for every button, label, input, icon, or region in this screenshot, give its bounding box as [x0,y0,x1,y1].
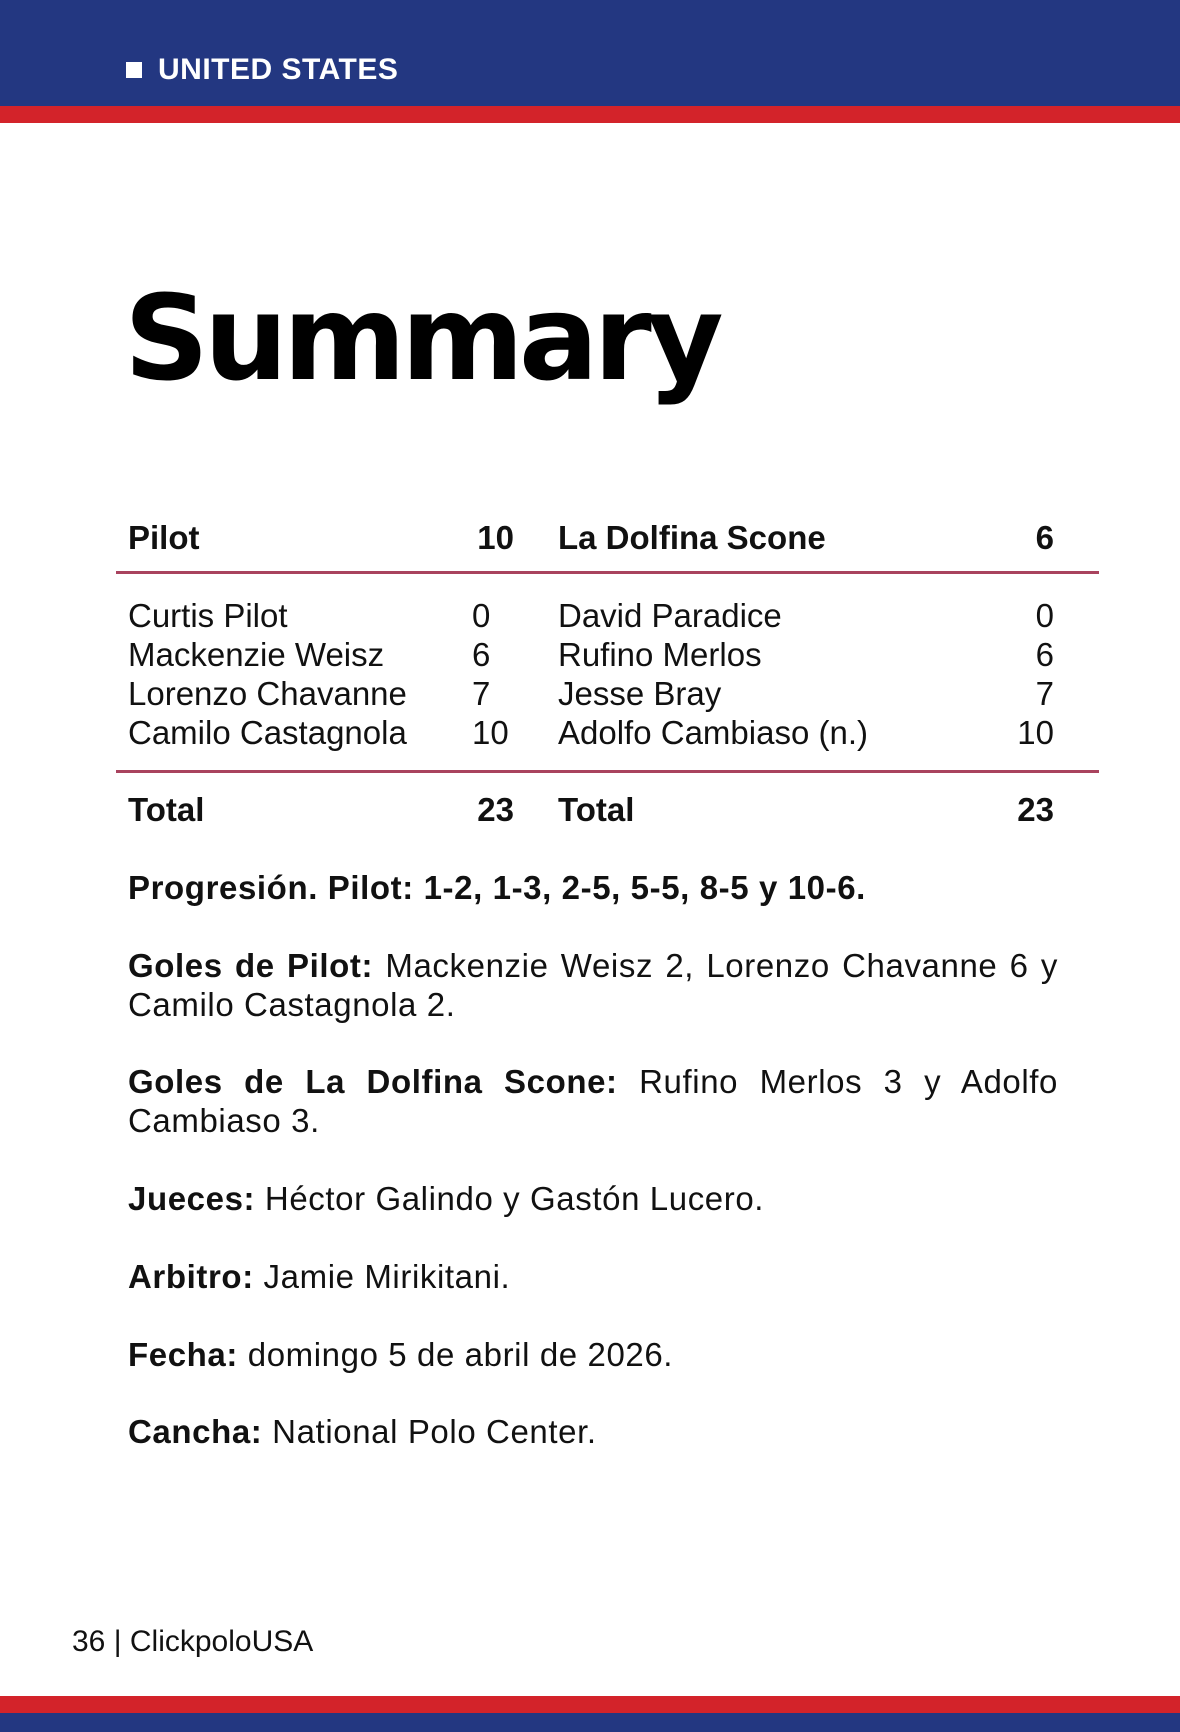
goals-pilot-label: Goles de Pilot: [128,947,374,984]
player-handicap: 6 [472,636,491,673]
page-number: 36 [72,1625,106,1658]
goals-dolfina-text: Rufino Merlos 3 y Adolfo Cambiaso 3. [128,1063,1059,1139]
footer-red-stripe [0,1696,1180,1713]
team-right-name: La Dolfina Scone [558,519,826,556]
field-label: Cancha: [128,1413,263,1450]
header-red-stripe [0,106,1180,123]
player-name: Mackenzie Weisz [128,636,385,673]
square-bullet-icon [126,62,142,78]
player-name: Rufino Merlos [558,636,762,673]
player-name: Adolfo Cambiaso (n.) [558,714,868,751]
section-name: UNITED STATES [158,53,399,86]
player-handicap: 6 [1035,636,1054,673]
player-handicap: 10 [472,714,509,751]
player-name: Jesse Bray [558,675,722,712]
goals-pilot-text: Mackenzie Weisz 2, Lorenzo Chavanne 6 y Camilo Castagnola 2. [128,947,1058,1023]
goals-dolfina [128,1062,1058,1140]
page-title: Summary [124,269,719,407]
team-left-score: 10 [477,519,514,556]
team-left-name: Pilot [128,519,200,556]
player-name: Curtis Pilot [128,597,288,634]
player-handicap: 0 [472,597,491,634]
total-left-value: 23 [477,791,514,828]
page-footer [72,1624,313,1660]
player-handicap: 10 [1017,714,1054,751]
table-rule-bottom [116,770,1099,773]
player-name: Camilo Castagnola [128,714,407,751]
publication-name: ClickpoloUSA [129,1625,314,1658]
date [128,1335,1058,1374]
total-left-label: Total [128,791,205,828]
progression: Progresión. Pilot: 1-2, 1-3, 2-5, 5-5, 8-5 y 10-6. [128,869,866,906]
date-label: Fecha: [128,1336,238,1373]
player-name: Lorenzo Chavanne [128,675,407,712]
total-right-value: 23 [1017,791,1054,828]
field [128,1412,1058,1451]
player-name: David Paradice [558,597,782,634]
player-handicap: 7 [472,675,491,712]
referee [128,1257,1058,1296]
team-right-score: 6 [1035,519,1054,556]
judges [128,1179,1058,1218]
table-rule-top [116,571,1099,574]
goals-dolfina-label: Goles de La Dolfina Scone: [128,1063,618,1100]
footer-band [0,1713,1180,1732]
total-right-label: Total [558,791,635,828]
footer-separator: | [113,1625,122,1658]
referee-text: Jamie Mirikitani. [253,1258,511,1295]
player-handicap: 7 [1035,675,1054,712]
judges-label: Jueces: [128,1180,256,1217]
field-text: National Polo Center. [262,1413,597,1450]
player-handicap: 0 [1035,597,1054,634]
goals-pilot [128,946,1058,1024]
judges-text: Héctor Galindo y Gastón Lucero. [255,1180,765,1217]
date-text: domingo 5 de abril de 2026. [237,1336,674,1373]
referee-label: Arbitro: [128,1258,254,1295]
section-label [126,52,398,88]
